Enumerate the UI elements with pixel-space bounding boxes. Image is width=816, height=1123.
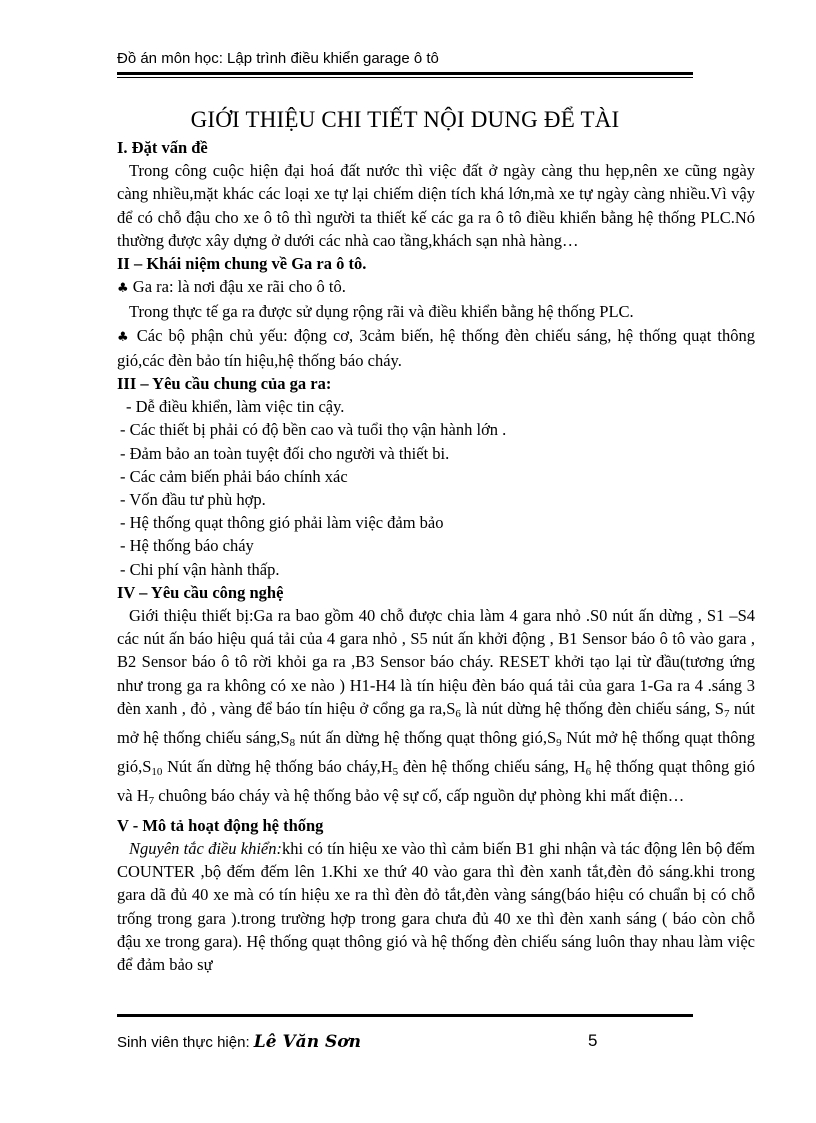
page-number: 5 — [588, 1031, 598, 1050]
s4-text-8: hệ thống quạt thông gió và H — [117, 757, 756, 806]
s4-text-4: nút ấn dừng hệ thống quạt thông gió,S — [295, 728, 557, 748]
header-rule-thin — [117, 77, 693, 78]
s4-text-9: chuông báo cháy và hệ thống bảo vệ sự cố, cấp nguồn dự phòng khi mất điện… — [154, 786, 685, 806]
section-4-paragraph — [117, 604, 755, 814]
requirement-item: - Các thiết bị phải có độ bền cao và tuổi thọ vận hành lớn . — [120, 420, 507, 440]
section-1-heading: I. Đặt vấn đề — [117, 138, 208, 157]
subscript-5: 5 — [392, 766, 399, 779]
page-title: GIỚI THIỆU CHI TIẾT NỘI DUNG ĐỂ TÀI — [190, 107, 620, 132]
header-rule-thick — [117, 72, 693, 75]
footer-student — [117, 1032, 361, 1052]
subscript-6: 6 — [455, 707, 461, 720]
control-principle-lead: Nguyên tắc điều khiển: — [129, 838, 282, 858]
section-1-paragraph: Trong công cuộc hiện đại hoá đất nước thì việc đất ở ngày càng thu hẹp,nên xe cũng ngày càng nhiều,mặt khác các loại xe tự lại chiếm diện tích khá lớn,mà xe tự ngày càng nhiều.Vì vậy để có chỗ đậu cho xe ô tô thì người ta thiết kế các ga ra ô tô điều khiển bằng hệ thống PLC.Nó thường được xây dựng ở dưới các nhà cao tầng,khách sạn nhà hàng… — [117, 161, 755, 250]
footer-author-name: Lê Văn Sơn — [253, 1032, 361, 1052]
section-5-paragraph — [117, 837, 755, 976]
bullet-2-text: Các bộ phận chủ yếu: động cơ, 3cảm biến, hệ thống đèn chiếu sáng, hệ thống quạt thông gió,các đèn bảo tín hiệu,hệ thống báo cháy. — [117, 325, 755, 370]
section-2-bullet-2 — [117, 324, 755, 372]
s4-text-2: là nút dừng hệ thống đèn chiếu sáng, S — [460, 698, 724, 718]
section-4-heading: IV – Yêu cầu công nghệ — [117, 582, 284, 602]
requirement-item: - Chi phí vận hành thấp. — [120, 559, 280, 579]
section-2-paragraph: Trong thực tế ga ra được sử dụng rộng rãi và điều khiển bằng hệ thống PLC. — [129, 302, 634, 322]
s5-text: khi có tín hiệu xe vào thì cảm biến B1 ghi nhận và tác động lên bộ đếm COUNTER ,bộ đếm đếm lên 1.Khi xe thứ 40 vào gara thì đèn xanh tắt,đèn đỏ sáng.khi trong gara dã đủ 40 xe mà có tín hiệu xe ra thì đèn đỏ tắt,đèn vàng sáng(báo hiệu có chuẩn bị có chỗ trống trong gara ).trong trường hợp trong gara chưa đủ 40 xe thì đèn xanh sáng ( báo còn chỗ đậu xe trong gara). Hệ thống quạt thông gió và hệ thống đèn chiếu sáng luôn thay nhau làm việc để đảm bảo sự — [117, 838, 755, 974]
body-content — [117, 136, 755, 976]
s4-text-7: đèn hệ thống chiếu sáng, H — [398, 757, 586, 777]
s4-text-3: nút mở hệ thống chiếu sáng,S — [117, 698, 755, 748]
s4-text-6: Nút ấn dừng hệ thống báo cháy,H — [162, 757, 393, 777]
subscript-7: 7 — [723, 707, 730, 720]
requirement-item: - Hệ thống quạt thông gió phải làm việc đảm bảo — [120, 513, 444, 533]
s4-text-5: Nút mở hệ thống quạt thông gió,S — [117, 728, 755, 777]
requirement-item: - Hệ thống báo cháy — [120, 536, 254, 556]
subscript-9: 9 — [556, 737, 562, 750]
subscript-h7: 7 — [148, 795, 155, 808]
club-bullet-icon: ♣ — [117, 329, 131, 345]
s4-text-1: Giới thiệu thiết bị:Ga ra bao gồm 40 chỗ được chia làm 4 gara nhỏ .S0 nút ấn dừng , S1 –S4 các nút ấn báo hiệu quá tải của 4 gara nhỏ , S5 nút ấn khởi động , B1 Sensor báo ô tô vào gara , B2 Sensor báo ô tô rời khỏi ga ra ,B3 Sensor báo cháy. RESET khởi tạo lại từ đầu(tương ứng như trong ga ra không có xe nào ) H1-H4 là tín hiệu đèn báo quá tải của gara 1-Ga ra 4 .sáng 3 đèn xanh , đỏ , vàng để báo tín hiệu ở cổng ga ra,S — [117, 606, 755, 718]
footer-label: Sinh viên thực hiện: — [117, 1034, 254, 1051]
section-3-heading: III – Yêu cầu chung của ga ra: — [117, 374, 332, 394]
section-5-heading: V - Mô tả hoạt động hệ thống — [117, 815, 324, 835]
requirement-item: - Vốn đầu tư phù hợp. — [120, 490, 266, 510]
subscript-8: 8 — [289, 737, 296, 750]
requirement-item: - Các cảm biến phải báo chính xác — [120, 466, 348, 486]
running-header: Đồ án môn học: Lập trình điều khiển garage ô tô — [117, 50, 439, 67]
section-2-bullet-1 — [117, 275, 755, 300]
bullet-1-text: Ga ra: là nơi đậu xe rãi cho ô tô. — [132, 277, 346, 297]
requirement-item: - Dễ điều khiển, làm việc tin cậy. — [126, 397, 345, 417]
requirement-item: - Đảm bảo an toàn tuyệt đối cho người và thiết bi. — [120, 443, 450, 463]
footer-rule — [117, 1014, 693, 1017]
subscript-h6: 6 — [585, 766, 592, 779]
section-2-heading: II – Khái niệm chung về Ga ra ô tô. — [117, 254, 367, 274]
club-bullet-icon: ♣ — [117, 281, 129, 297]
subscript-10: 10 — [151, 766, 163, 779]
